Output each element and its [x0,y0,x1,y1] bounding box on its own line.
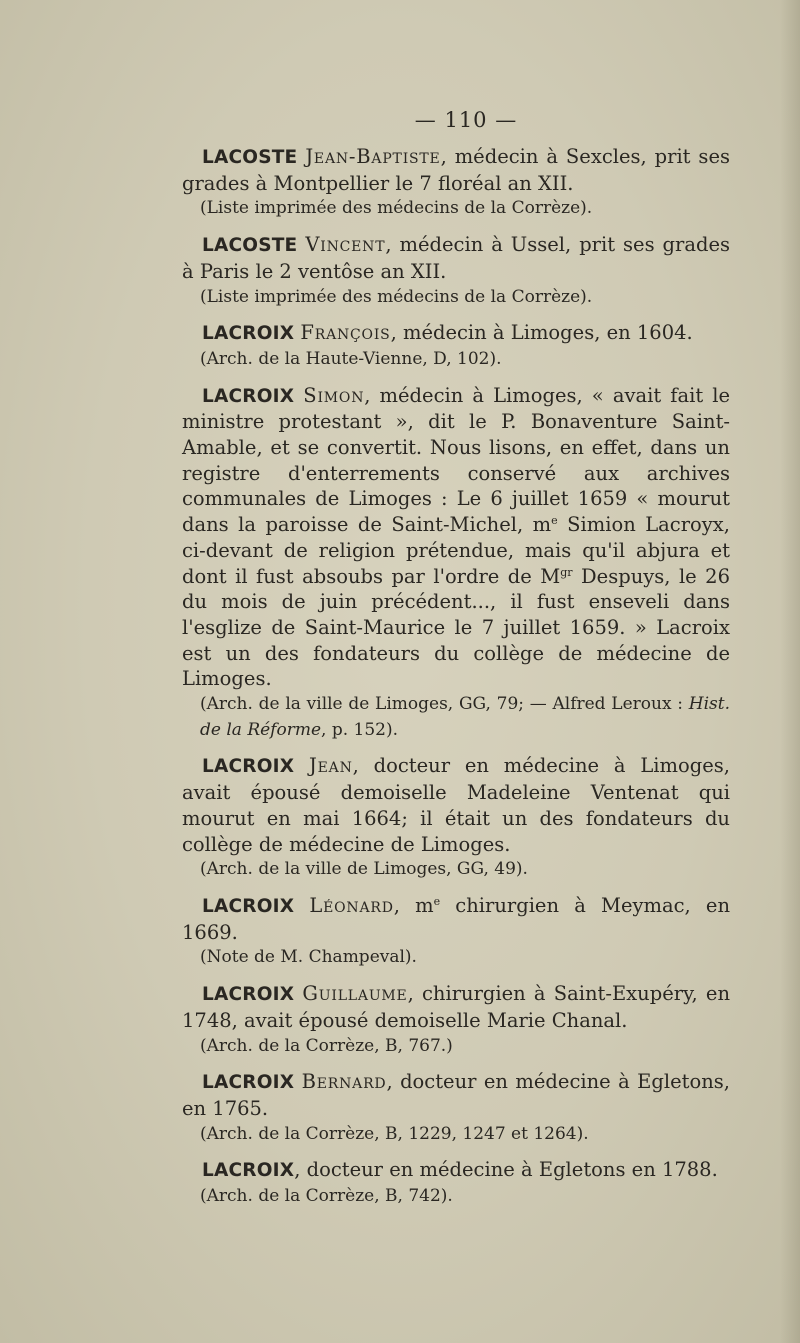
entry-lacroix-guillaume [182,981,730,1059]
page-number: — 110 — [414,108,518,132]
entry-text: , médecin à Sexcles, prit ses grades à Montpellier le 7 floréal an XII. [182,145,730,195]
source-italic-title: Hist. de la Réforme [200,694,730,740]
entry-lacroix-leonard [182,893,730,971]
entry-given-name: Jean-Baptiste [305,145,441,168]
entry-lacoste-vincent [182,232,730,310]
entry-source: (Arch. de la Corrèze, B, 1229, 1247 et 1264). [200,1123,589,1144]
entry-surname: LACROIX [202,895,295,917]
entry-body [182,981,730,1033]
entry-body [182,383,730,692]
source-text: (Arch. de la ville de Limoges, GG, 79; — Alfred Leroux : [200,694,689,715]
entry-surname: LACOSTE [202,147,298,168]
entry-lacroix-bernard [182,1069,730,1147]
entry-text: chirurgien à Meymac, en 1669. [182,893,731,944]
entry-surname: LACOSTE [202,235,298,257]
entry-body [182,144,730,196]
superscript: e [433,894,441,908]
source-text: , p. 152). [321,719,399,740]
entry-text: , docteur en médecine à Limoges, avait épousé demoiselle Madeleine Ventenat qui mourut en mai 1664; il était un des fondateurs du collège de médecine de Limoges. [182,754,730,856]
entry-text: Simion Lacroyx, ci-devant de religion prétendue, mais qu'il abjura et dont il fust absoubs par l'ordre de M [182,513,730,588]
entry-given-name: Jean [309,754,353,778]
entry-source: (Arch. de la ville de Limoges, GG, 49). [200,859,528,880]
entry-text: , médecin à Limoges, en 1604. [390,321,693,345]
entry-body [182,232,730,284]
entry-source: (Liste imprimée des médecins de la Corrèze). [200,286,593,307]
entry-source [182,692,730,743]
entry-text: , docteur en médecine à Egletons, en 1765. [182,1070,730,1120]
entry-source: (Liste imprimée des médecins de la Corrèze). [200,198,593,219]
entry-text: , chirurgien à Saint-Exupéry, en 1748, avait épousé demoiselle Marie Chanal. [182,982,730,1032]
entry-source: (Note de M. Champeval). [200,947,417,968]
page-text [182,108,730,1210]
entry-text: , médecin à Ussel, prit ses grades à Paris le 2 ventôse an XII. [182,233,730,283]
entry-text: , médecin à Limoges, « avait fait le ministre protestant », dit le P. Bonaventure Saint-Amable, et se convertit. Nous lisons, en effet, dans un registre d'enterrements conservé aux archives communales de Limoges : Le 6 juillet 1659 « mourut dans la paroisse de Saint-Michel, m [182,383,731,537]
entry-surname: LACROIX [202,323,295,345]
entry-surname: LACROIX [202,984,295,1006]
entry-lacroix-simon [182,383,730,744]
entry-lacroix [182,1157,730,1209]
entry-given-name: François [300,321,391,345]
entry-text: Despuys, le 26 du mois de juin précédent..., il fust enseveli dans l'esglize de Saint-Maurice le 7 juillet 1659. » Lacroix est un des fondateurs du collège de médecine de Limoges. [182,564,730,691]
entry-given-name: Guillaume [302,982,408,1006]
entry-given-name: Bernard [301,1070,387,1094]
entry-source: (Arch. de la Corrèze, B, 767.) [200,1035,453,1056]
entry-body [182,1069,730,1121]
entry-surname: LACROIX [202,756,295,778]
entry-given-name: Léonard [309,893,394,917]
entry-surname: LACROIX [202,1072,295,1094]
entry-lacroix-francois [182,320,730,372]
entry-surname: LACROIX [202,1160,295,1182]
superscript: e [551,514,558,528]
entry-given-name: Vincent [305,233,386,257]
entry-lacroix-jean [182,753,730,883]
entry-body [182,320,730,347]
entry-source: (Arch. de la Haute-Vienne, D, 102). [200,348,502,369]
entry-given-name: Simon [303,383,365,407]
entry-source: (Arch. de la Corrèze, B, 742). [200,1186,453,1207]
entry-surname: LACROIX [202,385,295,407]
superscript: gr [560,565,573,579]
entry-text: , m [393,893,434,917]
entry-body [182,1157,730,1184]
entry-text: , docteur en médecine à Egletons en 1788. [294,1158,718,1182]
entry-body [182,753,730,857]
entry-body [182,893,730,945]
entry-lacoste-jean-baptiste [182,144,730,222]
